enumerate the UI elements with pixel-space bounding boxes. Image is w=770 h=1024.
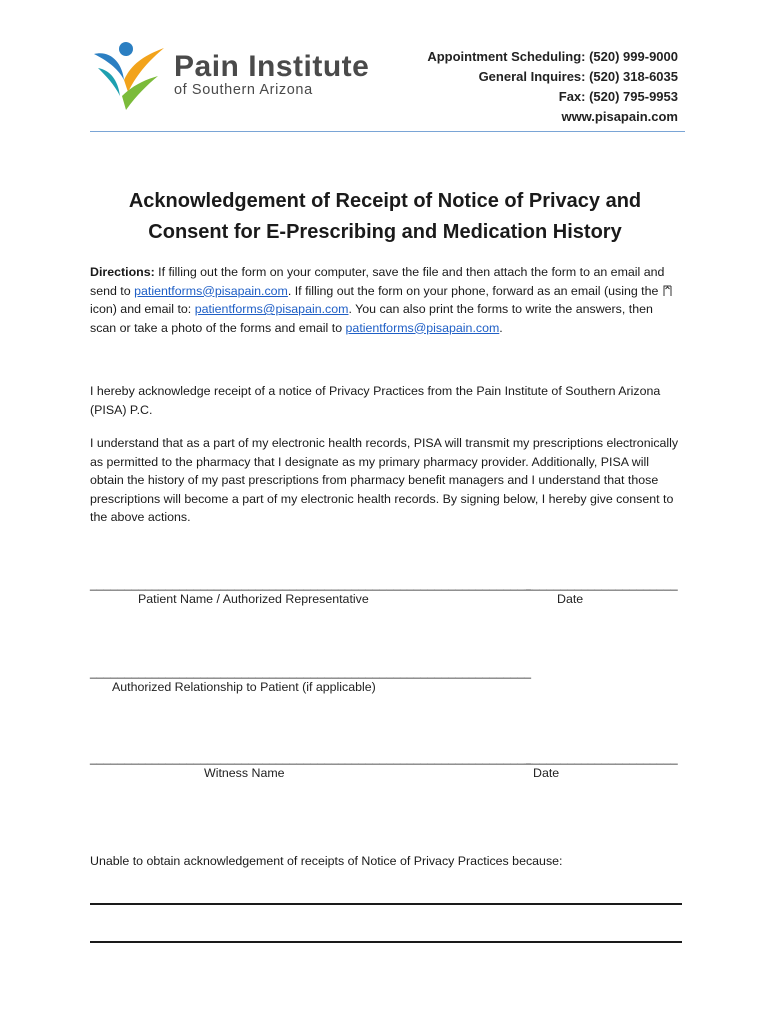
date-line-2[interactable]: ______________________ [526, 751, 678, 765]
directions-text-1: If filling out the form on your computer, save the file and then attach the form to an email and send to [90, 265, 665, 298]
header-divider [90, 131, 685, 132]
date-label-1: Date [557, 592, 584, 606]
directions-text-2: . If filling out the form on your phone, forward as an email (using the [287, 283, 662, 298]
website: www.pisapain.com [561, 109, 678, 124]
scheduling-phone: Appointment Scheduling: (520) 999-9000 [427, 49, 678, 64]
witness-name-label: Witness Name [204, 766, 285, 780]
directions-text-5: . [499, 320, 503, 335]
email-link-3[interactable]: patientforms@pisapain.com [345, 320, 500, 335]
date-label-2: Date [533, 766, 560, 780]
relationship-line[interactable]: ________________________________________________________________ [90, 665, 532, 679]
patient-signature-line[interactable]: ________________________________________________________________ [90, 577, 532, 591]
reason-line-1[interactable] [90, 903, 682, 905]
document-title [90, 186, 680, 248]
logo [88, 40, 378, 112]
email-link-1[interactable]: patientforms@pisapain.com [134, 283, 288, 298]
directions-text-3: icon) and email to: [90, 302, 195, 316]
reason-line-2[interactable] [90, 941, 682, 943]
directions-text-4: . You can also print the forms to write the answers, then scan or take a photo of the forms and email to [90, 302, 653, 335]
unable-statement: Unable to obtain acknowledgement of receipts of Notice of Privacy Practices because: [90, 854, 563, 868]
patient-name-label: Patient Name / Authorized Representative [138, 592, 369, 606]
consent-paragraph: I understand that as a part of my electronic health records, PISA will transmit my prescriptions electronically as permitted to the pharmacy that I designate as my primary pharmacy provider. Additionally, PISA will obtain the history of my past prescriptions from pharmacy benefit managers and I understand that those prescriptions will become a part of my electronic health records. By signing below, I hereby give consent to the above actions. [90, 436, 679, 524]
title-line-2: Consent for E-Prescribing and Medication History [148, 221, 622, 243]
logo-mark-icon [88, 40, 172, 112]
fax-number: Fax: (520) 795-9953 [558, 89, 678, 104]
directions-label: Directions: [90, 265, 155, 279]
witness-signature-line[interactable]: ________________________________________________________________ [90, 751, 532, 765]
directions [90, 263, 680, 337]
email-link-2[interactable]: patientforms@pisapain.com [194, 302, 349, 316]
contact-info [427, 47, 678, 127]
date-line-1[interactable]: ______________________ [526, 577, 678, 591]
inquires-phone: General Inquires: (520) 318-6035 [478, 69, 678, 84]
acknowledge-paragraph: I hereby acknowledge receipt of a notice of Privacy Practices from the Pain Institute of Southern Arizona (PISA) P.C. [90, 384, 661, 417]
relationship-label: Authorized Relationship to Patient (if applicable) [112, 680, 376, 694]
attachment-icon [662, 284, 674, 296]
title-line-1: Acknowledgement of Receipt of Notice of Privacy and [128, 190, 642, 212]
logo-title: Pain Institute [174, 50, 370, 83]
logo-subtitle: of Southern Arizona [174, 82, 313, 98]
